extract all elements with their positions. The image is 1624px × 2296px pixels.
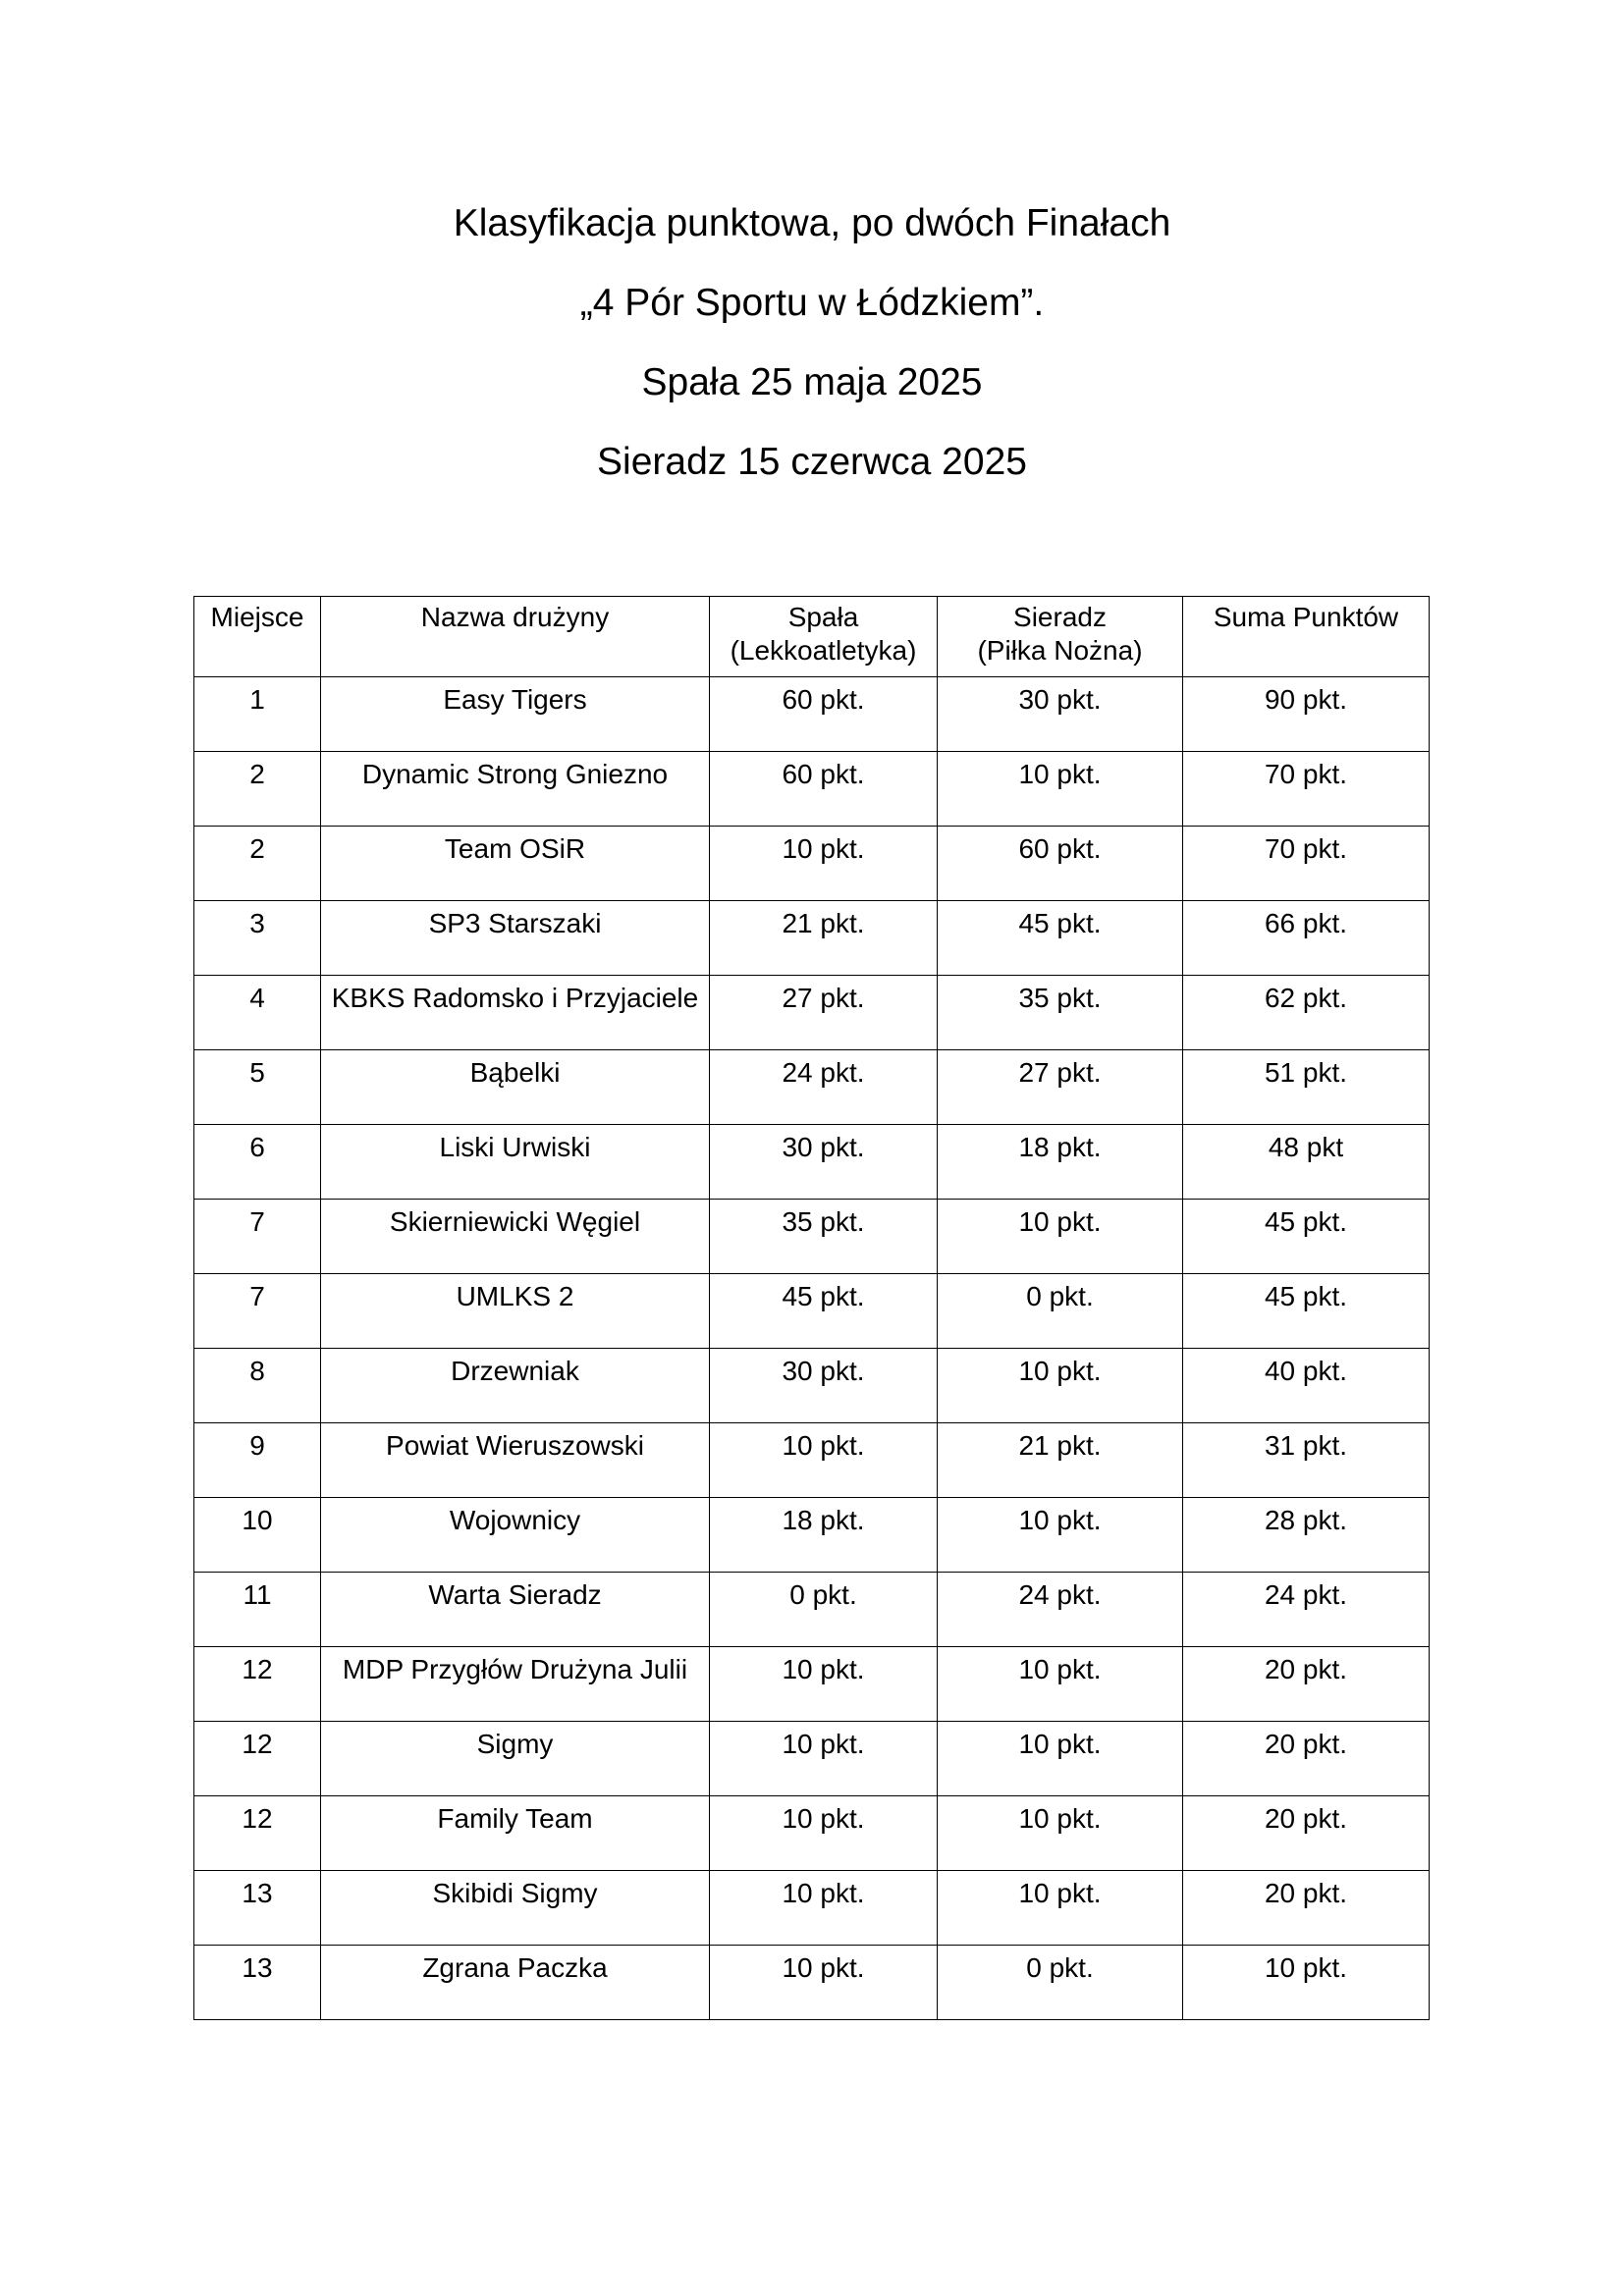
header-spala-line2: (Lekkoatletyka) <box>730 635 917 666</box>
table-row <box>194 677 1430 752</box>
cell-sieradz: 24 pkt. <box>938 1573 1183 1647</box>
table-row <box>194 1125 1430 1200</box>
cell-sum: 20 pkt. <box>1183 1871 1430 1946</box>
cell-sum: 70 pkt. <box>1183 827 1430 901</box>
cell-sum: 70 pkt. <box>1183 752 1430 827</box>
table-row <box>194 1573 1430 1647</box>
cell-name: MDP Przygłów Drużyna Julii <box>321 1647 710 1722</box>
cell-name: Liski Urwiski <box>321 1125 710 1200</box>
table-row <box>194 1647 1430 1722</box>
cell-spala: 60 pkt. <box>710 752 938 827</box>
cell-spala: 30 pkt. <box>710 1349 938 1423</box>
cell-sieradz: 45 pkt. <box>938 901 1183 976</box>
cell-sieradz: 10 pkt. <box>938 1349 1183 1423</box>
header-sum: Suma Punktów <box>1183 597 1430 677</box>
table-row <box>194 1871 1430 1946</box>
cell-sum: 66 pkt. <box>1183 901 1430 976</box>
cell-place: 11 <box>194 1573 321 1647</box>
cell-sum: 45 pkt. <box>1183 1274 1430 1349</box>
cell-name: Easy Tigers <box>321 677 710 752</box>
cell-sum: 62 pkt. <box>1183 976 1430 1050</box>
cell-sum: 20 pkt. <box>1183 1796 1430 1871</box>
cell-place: 12 <box>194 1796 321 1871</box>
cell-place: 10 <box>194 1498 321 1573</box>
cell-name: KBKS Radomsko i Przyjaciele <box>321 976 710 1050</box>
cell-name: Zgrana Paczka <box>321 1946 710 2020</box>
cell-name: SP3 Starszaki <box>321 901 710 976</box>
header-spala-line1: Spała <box>787 602 859 632</box>
cell-place: 3 <box>194 901 321 976</box>
header-sieradz <box>938 597 1183 677</box>
table-row <box>194 1796 1430 1871</box>
table-row <box>194 1498 1430 1573</box>
cell-sum: 31 pkt. <box>1183 1423 1430 1498</box>
table-row <box>194 1200 1430 1274</box>
cell-name: Wojownicy <box>321 1498 710 1573</box>
cell-sum: 10 pkt. <box>1183 1946 1430 2020</box>
cell-sieradz: 21 pkt. <box>938 1423 1183 1498</box>
cell-sieradz: 35 pkt. <box>938 976 1183 1050</box>
table-row <box>194 1722 1430 1796</box>
table-row <box>194 752 1430 827</box>
cell-sum: 40 pkt. <box>1183 1349 1430 1423</box>
table-row <box>194 1946 1430 2020</box>
cell-place: 8 <box>194 1349 321 1423</box>
cell-sum: 20 pkt. <box>1183 1722 1430 1796</box>
cell-place: 2 <box>194 752 321 827</box>
cell-sieradz: 27 pkt. <box>938 1050 1183 1125</box>
cell-sieradz: 10 pkt. <box>938 752 1183 827</box>
header-spala <box>710 597 938 677</box>
cell-name: UMLKS 2 <box>321 1274 710 1349</box>
cell-name: Bąbelki <box>321 1050 710 1125</box>
cell-sieradz: 10 pkt. <box>938 1796 1183 1871</box>
cell-name: Drzewniak <box>321 1349 710 1423</box>
cell-place: 7 <box>194 1200 321 1274</box>
cell-sieradz: 18 pkt. <box>938 1125 1183 1200</box>
cell-spala: 18 pkt. <box>710 1498 938 1573</box>
cell-sieradz: 60 pkt. <box>938 827 1183 901</box>
cell-place: 1 <box>194 677 321 752</box>
cell-place: 7 <box>194 1274 321 1349</box>
cell-sum: 48 pkt <box>1183 1125 1430 1200</box>
table-row <box>194 1423 1430 1498</box>
header-name: Nazwa drużyny <box>321 597 710 677</box>
cell-spala: 35 pkt. <box>710 1200 938 1274</box>
cell-place: 4 <box>194 976 321 1050</box>
cell-name: Family Team <box>321 1796 710 1871</box>
cell-sum: 90 pkt. <box>1183 677 1430 752</box>
header-sieradz-line1: Sieradz <box>1013 602 1107 632</box>
table-row <box>194 827 1430 901</box>
cell-place: 2 <box>194 827 321 901</box>
cell-spala: 10 pkt. <box>710 1722 938 1796</box>
cell-place: 12 <box>194 1722 321 1796</box>
table-row <box>194 901 1430 976</box>
cell-spala: 21 pkt. <box>710 901 938 976</box>
cell-sieradz: 10 pkt. <box>938 1722 1183 1796</box>
cell-spala: 60 pkt. <box>710 677 938 752</box>
results-body <box>194 677 1430 2020</box>
cell-sieradz: 10 pkt. <box>938 1498 1183 1573</box>
cell-place: 13 <box>194 1871 321 1946</box>
cell-sieradz: 0 pkt. <box>938 1946 1183 2020</box>
table-row <box>194 976 1430 1050</box>
cell-place: 12 <box>194 1647 321 1722</box>
cell-spala: 10 pkt. <box>710 1647 938 1722</box>
cell-spala: 10 pkt. <box>710 827 938 901</box>
cell-place: 13 <box>194 1946 321 2020</box>
cell-name: Sigmy <box>321 1722 710 1796</box>
cell-spala: 0 pkt. <box>710 1573 938 1647</box>
cell-sum: 45 pkt. <box>1183 1200 1430 1274</box>
header-sieradz-line2: (Piłka Nożna) <box>977 635 1143 666</box>
cell-spala: 10 pkt. <box>710 1796 938 1871</box>
table-row <box>194 1274 1430 1349</box>
cell-place: 9 <box>194 1423 321 1498</box>
cell-name: Dynamic Strong Gniezno <box>321 752 710 827</box>
cell-sum: 24 pkt. <box>1183 1573 1430 1647</box>
cell-sieradz: 10 pkt. <box>938 1647 1183 1722</box>
results-table <box>193 596 1430 2020</box>
cell-sieradz: 10 pkt. <box>938 1871 1183 1946</box>
cell-spala: 27 pkt. <box>710 976 938 1050</box>
title-line-2: „4 Pór Sportu w Łódzkiem”. <box>579 282 1045 324</box>
document-title <box>0 192 1624 510</box>
cell-spala: 30 pkt. <box>710 1125 938 1200</box>
cell-sum: 20 pkt. <box>1183 1647 1430 1722</box>
title-line-3: Spała 25 maja 2025 <box>641 361 983 403</box>
cell-name: Skierniewicki Węgiel <box>321 1200 710 1274</box>
header-row <box>194 597 1430 677</box>
cell-place: 5 <box>194 1050 321 1125</box>
table-row <box>194 1349 1430 1423</box>
cell-spala: 10 pkt. <box>710 1946 938 2020</box>
cell-spala: 45 pkt. <box>710 1274 938 1349</box>
cell-name: Skibidi Sigmy <box>321 1871 710 1946</box>
cell-name: Team OSiR <box>321 827 710 901</box>
cell-sieradz: 0 pkt. <box>938 1274 1183 1349</box>
cell-place: 6 <box>194 1125 321 1200</box>
table-row <box>194 1050 1430 1125</box>
cell-sum: 51 pkt. <box>1183 1050 1430 1125</box>
title-line-1: Klasyfikacja punktowa, po dwóch Finałach <box>453 202 1171 244</box>
title-line-4: Sieradz 15 czerwca 2025 <box>597 441 1027 483</box>
cell-sieradz: 30 pkt. <box>938 677 1183 752</box>
cell-name: Warta Sieradz <box>321 1573 710 1647</box>
cell-spala: 10 pkt. <box>710 1423 938 1498</box>
cell-sieradz: 10 pkt. <box>938 1200 1183 1274</box>
cell-name: Powiat Wieruszowski <box>321 1423 710 1498</box>
cell-spala: 24 pkt. <box>710 1050 938 1125</box>
cell-sum: 28 pkt. <box>1183 1498 1430 1573</box>
header-place: Miejsce <box>194 597 321 677</box>
cell-spala: 10 pkt. <box>710 1871 938 1946</box>
